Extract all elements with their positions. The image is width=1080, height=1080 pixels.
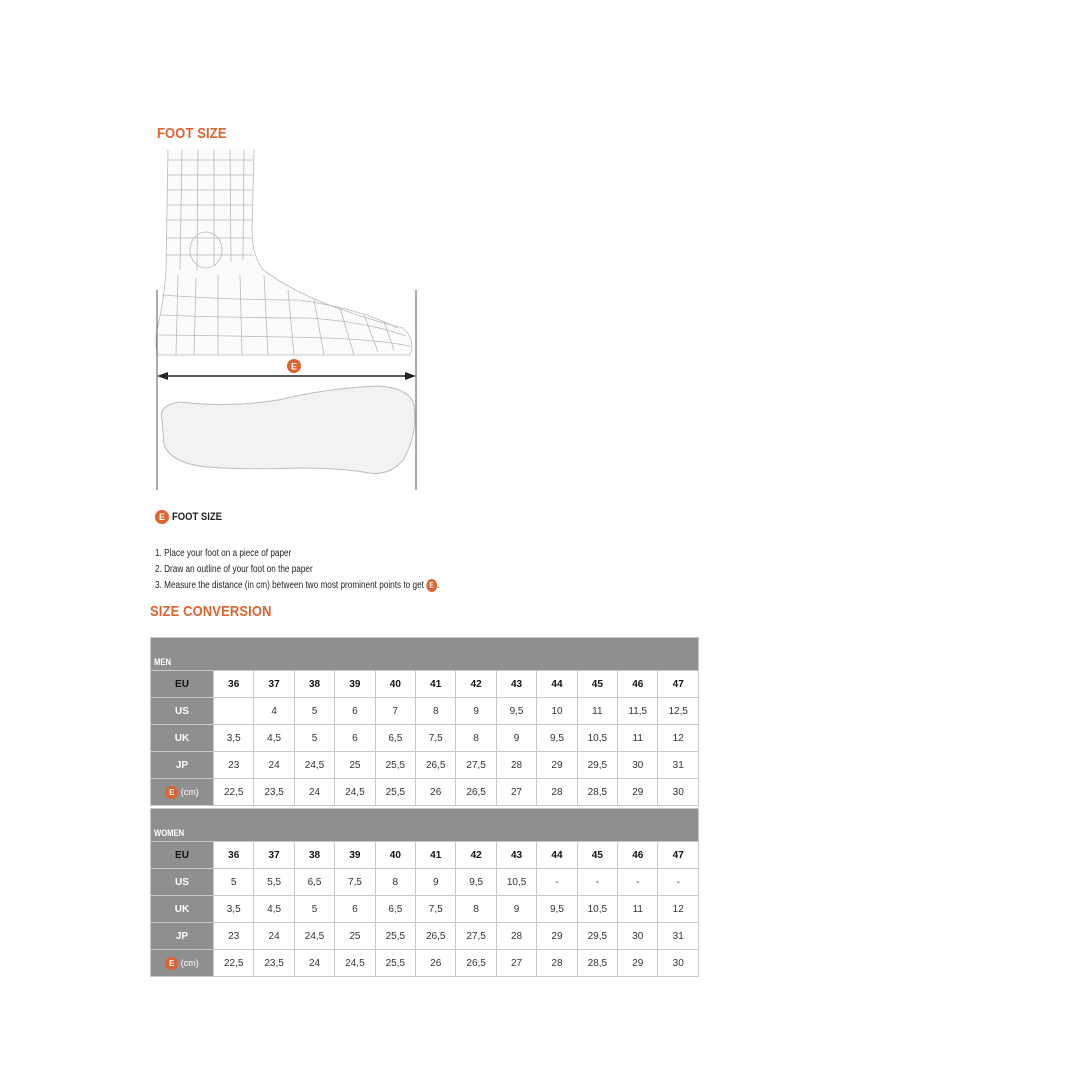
table-row-jp: [151, 923, 699, 950]
table-cell: 4,5: [254, 725, 294, 752]
table-cell: 42: [456, 671, 496, 698]
table-cell: 28: [496, 752, 536, 779]
table-cell: 42: [456, 842, 496, 869]
table-row-eu: [151, 671, 699, 698]
table-cell: 37: [254, 671, 294, 698]
table-cell: 36: [214, 842, 254, 869]
table-cell: 3,5: [214, 725, 254, 752]
table-cell: 25,5: [375, 923, 415, 950]
table-cell: 8: [456, 896, 496, 923]
table-cell: 41: [416, 671, 456, 698]
table-cell: 25,5: [375, 779, 415, 806]
table-cell: -: [618, 869, 658, 896]
table-cell: 9: [456, 698, 496, 725]
instruction-suffix: .: [436, 580, 440, 591]
table-cell: 29,5: [577, 752, 617, 779]
table-cell: 27: [496, 779, 536, 806]
table-cell: 22,5: [214, 779, 254, 806]
table-cell: 10: [537, 698, 577, 725]
table-cell: 26,5: [456, 950, 496, 977]
table-cell: 24: [254, 752, 294, 779]
instruction-2: 2. Draw an outline of your foot on the paper: [155, 564, 313, 575]
table-cell: 39: [335, 671, 375, 698]
table-cell: 12: [658, 725, 699, 752]
table-cell: 7,5: [416, 896, 456, 923]
table-cell: 29,5: [577, 923, 617, 950]
e-badge: E: [426, 579, 437, 592]
row-label-uk: UK: [151, 725, 214, 752]
table-title: WOMEN: [151, 809, 699, 842]
table-cell: 10,5: [577, 725, 617, 752]
table-cell: 5,5: [254, 869, 294, 896]
table-row-us: [151, 869, 699, 896]
table-cell: 8: [416, 698, 456, 725]
table-cell: [214, 698, 254, 725]
table-cell: 11,5: [618, 698, 658, 725]
table-cell: 24,5: [294, 923, 334, 950]
table-cell: 25,5: [375, 950, 415, 977]
table-cell: 26: [416, 779, 456, 806]
instruction-3-text: 3. Measure the distance (in cm) between two most prominent points to get: [155, 580, 424, 591]
table-cell: 31: [658, 752, 699, 779]
table-cell: 4,5: [254, 896, 294, 923]
table-cell: 23,5: [254, 950, 294, 977]
table-cell: 23: [214, 923, 254, 950]
table-title-row: [151, 638, 699, 671]
table-cell: 9,5: [456, 869, 496, 896]
table-cell: 6,5: [294, 869, 334, 896]
table-cell: 9,5: [496, 698, 536, 725]
table-cell: 7,5: [416, 725, 456, 752]
table-cell: 24: [254, 923, 294, 950]
table-cell: 44: [537, 842, 577, 869]
table-cell: 45: [577, 842, 617, 869]
table-cell: 39: [335, 842, 375, 869]
table-cell: 9: [496, 896, 536, 923]
table-cell: 23: [214, 752, 254, 779]
table-cell: 23,5: [254, 779, 294, 806]
table-cell: 47: [658, 842, 699, 869]
table-cell: 27,5: [456, 752, 496, 779]
instructions: [155, 546, 502, 594]
table-row-eu: [151, 842, 699, 869]
table-cell: 9,5: [537, 896, 577, 923]
instruction-1: 1. Place your foot on a piece of paper: [155, 548, 292, 559]
table-cell: 5: [294, 698, 334, 725]
e-badge: E: [165, 957, 178, 970]
table-cell: 30: [618, 752, 658, 779]
table-cell: 6: [335, 725, 375, 752]
table-cell: -: [537, 869, 577, 896]
table-cell: 3,5: [214, 896, 254, 923]
table-cell: 11: [618, 725, 658, 752]
table-cell: 24,5: [294, 752, 334, 779]
table-cell: 26,5: [416, 923, 456, 950]
foot-size-legend: [155, 510, 230, 524]
table-cell: 10,5: [577, 896, 617, 923]
row-label-eu: EU: [151, 671, 214, 698]
table-cell: 10,5: [496, 869, 536, 896]
table-cell: 27: [496, 950, 536, 977]
table-cell: 29: [618, 950, 658, 977]
women-size-table: [150, 808, 699, 977]
row-label-us: US: [151, 698, 214, 725]
table-cell: 28,5: [577, 779, 617, 806]
row-label-uk: UK: [151, 896, 214, 923]
table-cell: 5: [294, 896, 334, 923]
table-row-uk: [151, 725, 699, 752]
table-cell: -: [658, 869, 699, 896]
e-badge: E: [155, 510, 169, 524]
row-label-cm: E (cm): [151, 950, 214, 977]
table-cell: 45: [577, 671, 617, 698]
table-title-row: [151, 809, 699, 842]
table-cell: 36: [214, 671, 254, 698]
table-cell: 24: [294, 779, 334, 806]
table-row-cm: [151, 950, 699, 977]
table-row-uk: [151, 896, 699, 923]
table-cell: 30: [658, 779, 699, 806]
row-label-us: US: [151, 869, 214, 896]
table-cell: 43: [496, 842, 536, 869]
table-cell: 11: [618, 896, 658, 923]
table-cell: 9: [496, 725, 536, 752]
table-cell: 25: [335, 923, 375, 950]
size-conversion-heading: SIZE CONVERSION: [150, 603, 272, 620]
men-size-table: [150, 637, 699, 806]
table-cell: 5: [214, 869, 254, 896]
table-row-us: [151, 698, 699, 725]
table-cell: 4: [254, 698, 294, 725]
table-cell: 37: [254, 842, 294, 869]
table-row-cm: [151, 779, 699, 806]
table-cell: 38: [294, 842, 334, 869]
table-cell: 6: [335, 896, 375, 923]
table-cell: 5: [294, 725, 334, 752]
row-label-jp: JP: [151, 923, 214, 950]
table-title: MEN: [151, 638, 699, 671]
table-cell: 30: [618, 923, 658, 950]
instruction-3: [155, 578, 439, 594]
table-cell: 8: [375, 869, 415, 896]
table-cell: 44: [537, 671, 577, 698]
row-label-jp: JP: [151, 752, 214, 779]
table-cell: 26: [416, 950, 456, 977]
table-cell: 7,5: [335, 869, 375, 896]
table-cell: 40: [375, 671, 415, 698]
table-cell: 43: [496, 671, 536, 698]
table-cell: 30: [658, 950, 699, 977]
table-cell: -: [577, 869, 617, 896]
foot-illustration: [148, 150, 428, 495]
table-cell: 26,5: [456, 779, 496, 806]
table-cell: 12: [658, 896, 699, 923]
table-cell: 8: [456, 725, 496, 752]
table-cell: 27,5: [456, 923, 496, 950]
table-cell: 11: [577, 698, 617, 725]
table-cell: 28: [496, 923, 536, 950]
table-cell: 24: [294, 950, 334, 977]
table-cell: 40: [375, 842, 415, 869]
table-cell: 28: [537, 950, 577, 977]
table-cell: 46: [618, 671, 658, 698]
legend-label: FOOT SIZE: [172, 511, 222, 523]
table-cell: 6,5: [375, 725, 415, 752]
table-cell: 29: [537, 752, 577, 779]
table-cell: 9: [416, 869, 456, 896]
table-row-jp: [151, 752, 699, 779]
table-cell: 6,5: [375, 896, 415, 923]
table-cell: 25,5: [375, 752, 415, 779]
row-label-cm: E (cm): [151, 779, 214, 806]
row-label-eu: EU: [151, 842, 214, 869]
table-cell: 46: [618, 842, 658, 869]
table-cell: 6: [335, 698, 375, 725]
measure-badge-letter: E: [290, 361, 298, 372]
foot-size-heading: FOOT SIZE: [157, 125, 227, 142]
table-cell: 9,5: [537, 725, 577, 752]
table-cell: 25: [335, 752, 375, 779]
table-cell: 12,5: [658, 698, 699, 725]
table-cell: 38: [294, 671, 334, 698]
e-badge: E: [165, 786, 178, 799]
table-cell: 31: [658, 923, 699, 950]
table-cell: 29: [537, 923, 577, 950]
table-cell: 29: [618, 779, 658, 806]
table-cell: 41: [416, 842, 456, 869]
table-cell: 47: [658, 671, 699, 698]
table-cell: 28,5: [577, 950, 617, 977]
table-cell: 7: [375, 698, 415, 725]
table-cell: 26,5: [416, 752, 456, 779]
table-cell: 22,5: [214, 950, 254, 977]
table-cell: 28: [537, 779, 577, 806]
table-cell: 24,5: [335, 779, 375, 806]
table-cell: 24,5: [335, 950, 375, 977]
